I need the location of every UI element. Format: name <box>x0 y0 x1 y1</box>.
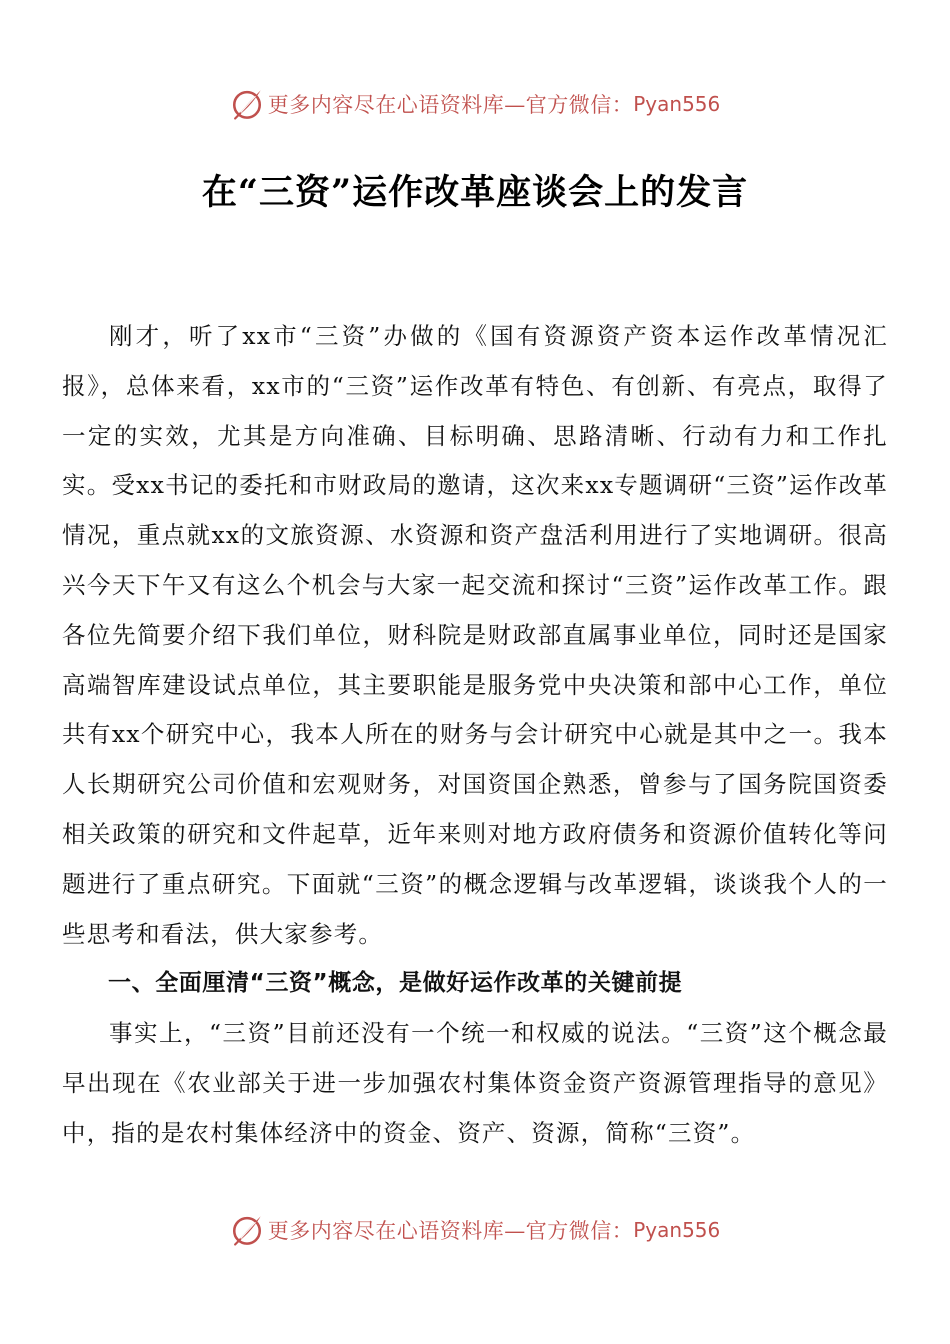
section-heading-1: 一、全面厘清“三资”概念，是做好运作改革的关键前提 <box>108 970 683 997</box>
document-title: 在“三资”运作改革座谈会上的发言 <box>201 172 749 213</box>
watermark-wechat-id: Pyan556 <box>633 92 721 116</box>
watermark-wechat-id: Pyan556 <box>633 1218 721 1242</box>
feather-pen-logo-icon <box>230 1213 264 1247</box>
header-watermark-banner <box>0 84 950 124</box>
section-1-paragraph: 事实上，“三资”目前还没有一个统一和权威的说法。“三资”这个概念最早出现在《农业部关于进一步加强农村集体资金资产资源管理指导的意见》中，指的是农村集体经济中的资金、资产、资源，简称“三资”。 <box>62 1019 888 1147</box>
intro-paragraph: 刚才，听了xx市“三资”办做的《国有资源资产资本运作改革情况汇报》，总体来看，xx市的“三资”运作改革有特色、有创新、有亮点，取得了一定的实效，尤其是方向准确、目标明确、思路清晰、行动有力和工作扎实。受xx书记的委托和市财政局的邀请，这次来xx专题调研“三资”运作改革情况，重点就xx的文旅资源、水资源和资产盘活利用进行了实地调研。很高兴今天下午又有这么个机会与大家一起交流和探讨“三资”运作改革工作。跟各位先简要介绍下我们单位，财科院是财政部直属事业单位，同时还是国家高端智库建设试点单位，其主要职能是服务党中央决策和部中心工作，单位共有xx个研究中心，我本人所在的财务与会计研究中心就是其中之一。我本人长期研究公司价值和宏观财务，对国资国企熟悉，曾参与了国务院国资委相关政策的研究和文件起草，近年来则对地方政府债务和资源价值转化等问题进行了重点研究。下面就“三资”的概念逻辑与改革逻辑，谈谈我个人的一些思考和看法，供大家参考。 <box>62 322 888 948</box>
watermark-text: 更多内容尽在心语资料库—官方微信： <box>267 93 634 117</box>
footer-watermark-banner <box>0 1210 950 1250</box>
watermark-text: 更多内容尽在心语资料库—官方微信： <box>267 1219 634 1243</box>
document-body <box>62 312 888 1159</box>
feather-pen-logo-icon <box>230 87 264 121</box>
